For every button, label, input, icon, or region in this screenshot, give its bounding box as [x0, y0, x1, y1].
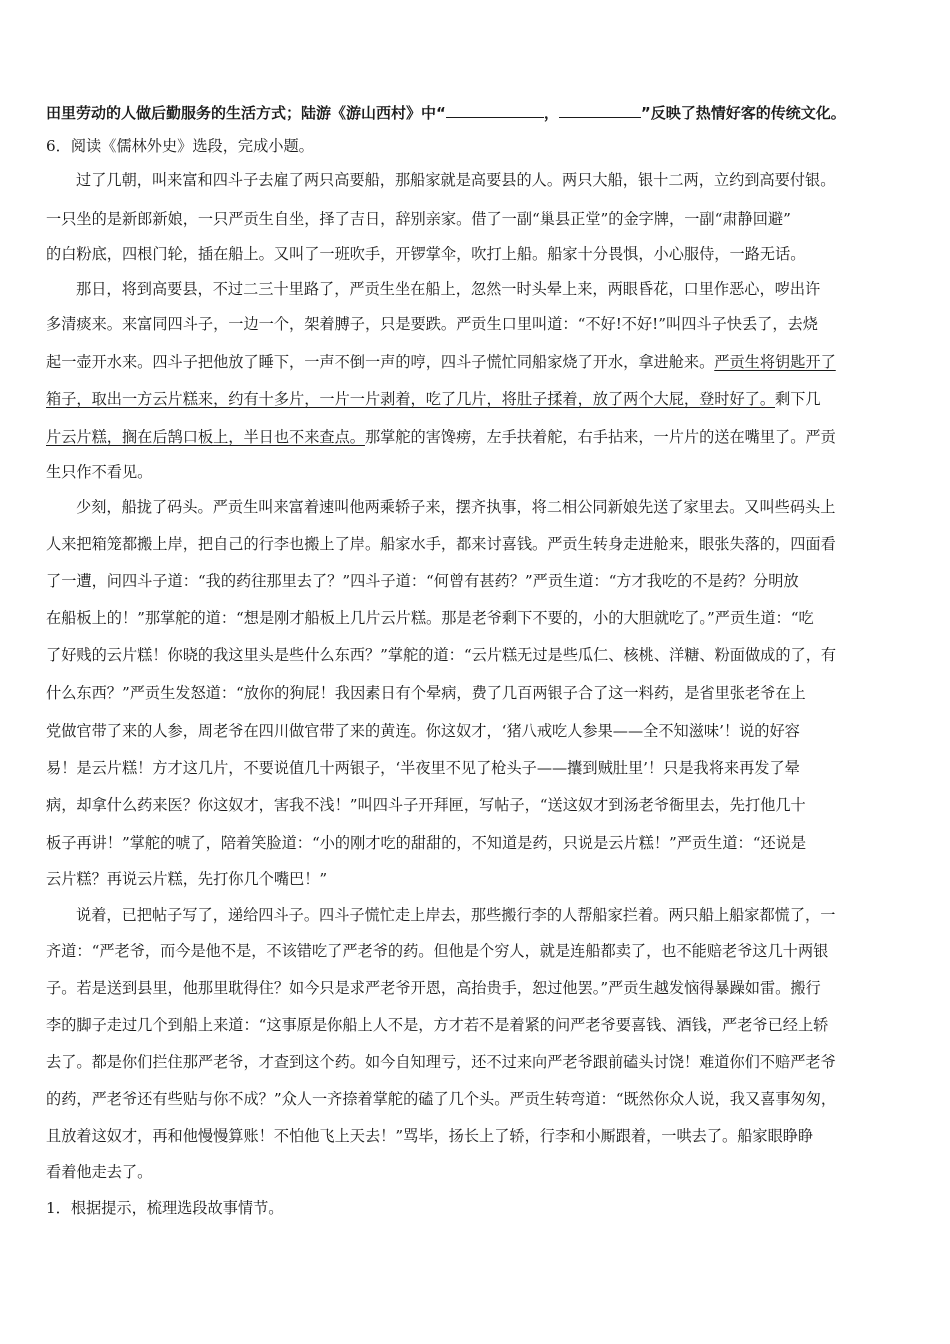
- p3-line-10: 板子再讲！”掌舵的唬了，陪着笑脸道：“小的刚才吃的甜甜的，不知道是药，只说是云片糕！”严贡生道：“还说是: [46, 834, 807, 852]
- p4-line-5: 去了。都是你们拦住那严老爷，才查到这个药。如今自知理亏，还不过来向严老爷跟前磕头讨饶！难道你们不赔严老爷: [46, 1053, 836, 1071]
- intro-line: [46, 101, 906, 123]
- p3-line-2: 人来把箱笼都搬上岸，把自己的行李也搬上了岸。船家水手，都来讨喜钱。严贡生转身走进舱来，眼张失落的，四面看: [46, 535, 836, 553]
- p4-line-8: 看着他走去了。: [46, 1163, 153, 1181]
- intro-text-1: 田里劳动的人做后勤服务的生活方式；陆游《游山西村》中“: [46, 104, 446, 122]
- p4-line-4: 李的脚子走过几个到船上来道：“这事原是你船上人不是，方才若不是着紧的问严老爷要喜钱、酒钱，严老爷已经上轿: [46, 1016, 829, 1034]
- p2-line-4: [46, 389, 906, 409]
- intro-text-2: ”反映了热情好客的传统文化。: [640, 104, 846, 122]
- question-6-heading: 6．阅读《儒林外史》选段，完成小题。: [46, 137, 314, 155]
- p4-line-7: 且放着这奴才，再和他慢慢算账！不怕他飞上天去！”骂毕，扬长上了轿，行李和小厮跟着，一哄去了。船家眼睁睁: [46, 1127, 814, 1145]
- p4-line-2: 齐道：“严老爷，而今是他不是，不该错吃了严老爷的药。但他是个穷人，就是连船都卖了，也不能赔老爷这几十两银: [46, 942, 829, 960]
- intro-sep: ，: [543, 104, 559, 122]
- p3-line-4: 在船板上的！”那掌舵的道：“想是刚才船板上几片云片糕。那是老爷剩下不要的，小的大胆就吃了。”严贡生道：“吃: [46, 609, 814, 627]
- p3-line-1: 少刻，船拢了码头。严贡生叫来富着速叫他两乘轿子来，摆齐执事，将二相公同新娘先送了家里去。又叫些码头上: [76, 498, 836, 516]
- p1-line-1: 过了几朝，叫来富和四斗子去雇了两只高要船，那船家就是高要县的人。两只大船，银十二两，立约到高要付银。: [76, 171, 836, 189]
- answer-blank-2[interactable]: [559, 101, 641, 118]
- p3-line-11: 云片糕？再说云片糕，先打你几个嘴巴！”: [46, 870, 328, 888]
- p2-line-2: 多清痰来。来富同四斗子，一边一个，架着膊子，只是要跌。严贡生口里叫道：“不好!不好!”叫四斗子快丢了，去烧: [46, 315, 818, 333]
- p2-underlined-3: 片云片糕，搁在后鹄口板上，半日也不来查点。: [46, 428, 365, 446]
- sub-question-1: 1．根据提示，梳理选段故事情节。: [46, 1199, 284, 1217]
- p1-line-2: 一只坐的是新郎新娘，一只严贡生自坐，择了吉日，辞别亲家。借了一副“巢县正堂”的金字牌，一副“肃静回避”: [46, 210, 791, 228]
- p2-line-6: 生只作不看见。: [46, 463, 153, 481]
- p2-line-3-plain: 起一壶开水来。四斗子把他放了睡下，一声不倒一声的哼，四斗子慌忙同船家烧了开水，拿进舱来。: [46, 353, 715, 371]
- p3-line-5: 了好贱的云片糕！你晓的我这里头是些什么东西？”掌舵的道：“云片糕无过是些瓜仁、核桃、洋糖、粉面做成的了，有: [46, 646, 837, 664]
- p4-line-3: 子。若是送到县里，他那里耽得住？如今只是求严老爷开恩，高抬贵手，恕过他罢。”严贡生越发恼得暴躁如雷。搬行: [46, 979, 821, 997]
- p2-line-4-plain: 剩下几: [775, 390, 821, 408]
- p2-underlined-1: 严贡生将钥匙开了: [714, 353, 836, 371]
- p2-line-5: [46, 427, 906, 447]
- p3-line-3: 了一遭，问四斗子道：“我的药往那里去了？”四斗子道：“何曾有甚药？”严贡生道：“方才我吃的不是药？分明放: [46, 572, 799, 590]
- p2-line-5-plain: 那掌舵的害馋痨，左手扶着舵，右手拈来，一片片的送在嘴里了。严贡: [364, 428, 836, 446]
- p3-line-8: 易！是云片糕！方才这几片，不要说值几十两银子，‘半夜里不见了枪头子——攮到贼肚里’！只是我将来再发了晕: [46, 759, 800, 777]
- p4-line-1: 说着，已把帖子写了，递给四斗子。四斗子慌忙走上岸去，那些搬行李的人帮船家拦着。两只船上船家都慌了，一: [76, 906, 836, 924]
- p2-line-1: 那日，将到高要县，不过二三十里路了，严贡生坐在船上，忽然一时头晕上来，两眼昏花，口里作恶心，哕出许: [76, 280, 821, 298]
- p2-line-3: [46, 352, 906, 372]
- p3-line-7: 党做官带了来的人参，周老爷在四川做官带了来的黄连。你这奴才，‘猪八戒吃人参果——全不知滋味’！说的好容: [46, 722, 800, 740]
- p3-line-9: 病，却拿什么药来医？你这奴才，害我不浅！”叫四斗子开拜匣，写帖子，“送这奴才到汤老爷衙里去，先打他几十: [46, 796, 806, 814]
- answer-blank-1[interactable]: [446, 101, 544, 118]
- p4-line-6: 的药，严老爷还有些贴与你不成？”众人一齐捺着掌舵的磕了几个头。严贡生转弯道：“既然你众人说，我又喜事匆匆，: [46, 1090, 837, 1108]
- p3-line-6: 什么东西？”严贡生发怒道：“放你的狗屁！我因素日有个晕病，费了几百两银子合了这一料药，是省里张老爷在上: [46, 684, 806, 702]
- p1-line-3: 的白粉底，四根门轮，插在船上。又叫了一班吹手，开锣掌伞，吹打上船。船家十分畏惧，小心服侍，一路无话。: [46, 245, 806, 263]
- p2-underlined-2: 箱子，取出一方云片糕来，约有十多片，一片一片剥着，吃了几片，将肚子揉着，放了两个大屁，登时好了。: [46, 390, 775, 408]
